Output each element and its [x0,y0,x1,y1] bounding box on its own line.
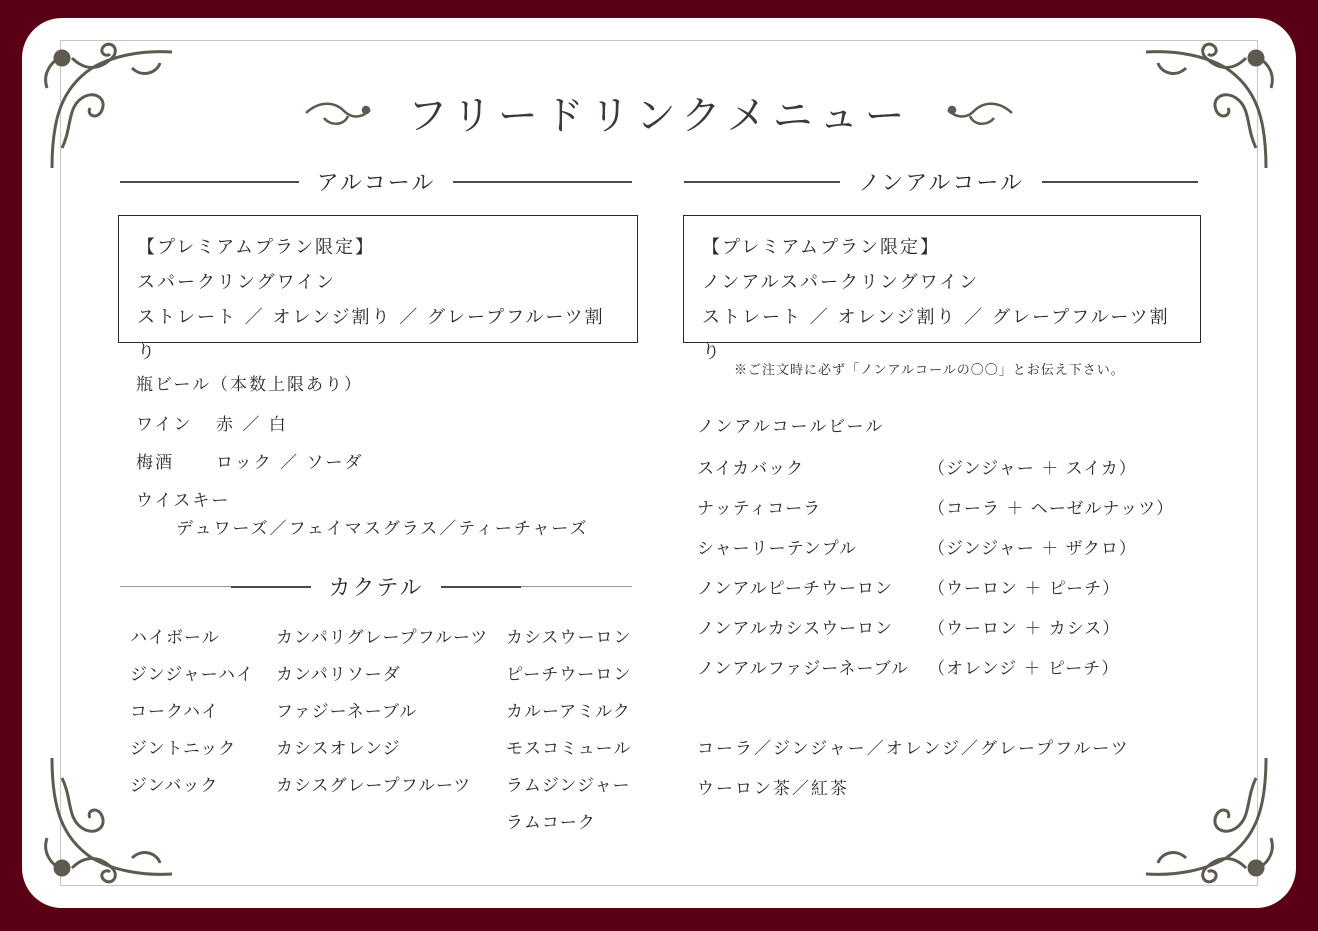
alcohol-heading [120,166,632,197]
corner-ornament-icon [1136,748,1286,898]
premium-label: 【プレミアムプラン限定】 [137,237,376,258]
cocktail-col-1 [130,623,254,808]
list-item: カシスウーロン [506,628,632,648]
list-item: カンパリグレープフルーツ [276,628,489,648]
list-item: カンパリソーダ [276,665,401,685]
list-item: ジンジャーハイ [130,665,254,685]
whisky-label: ウイスキー [136,491,231,511]
flourish-left-icon [304,96,374,130]
cocktail-heading [120,571,632,602]
premium-variants: ストレート ／ オレンジ割り ／ グレープフルーツ割り [702,307,1170,363]
list-item: カルーアミルク [506,702,631,722]
mocktail-names [697,454,909,694]
beer-item: 瓶ビール（本数上限あり） [136,375,363,395]
mocktail-desc: （ウーロン ＋ ピーチ） [928,579,1121,599]
mocktail-desc: （ウーロン ＋ カシス） [928,619,1121,639]
alcohol-premium-box [118,215,638,363]
mocktail-desc: （コーラ ＋ ヘーゼルナッツ） [928,499,1175,519]
mocktail-desc: （ジンジャー ＋ スイカ） [928,459,1137,479]
list-item: ジントニック [130,739,237,759]
list-item: モスコミュール [506,739,632,759]
mocktail-desc: （ジンジャー ＋ ザクロ） [928,539,1137,559]
menu-card [22,18,1296,908]
nonalcohol-heading-text: ノンアルコール [858,171,1024,196]
mocktail-descriptions [928,454,1174,694]
nonalcohol-premium-box [683,215,1201,363]
list-item: ファジーネーブル [276,702,418,722]
premium-item: ノンアルスパークリングワイン [702,272,980,293]
mocktail-desc: （オレンジ ＋ ピーチ） [928,659,1120,679]
wine-value: 赤 ／ 白 [216,415,288,435]
page-title: フリードリンクメニュー [407,93,911,139]
nonalcohol-heading [684,166,1198,197]
mocktail-name: ノンアルピーチウーロン [697,579,893,599]
title-row [22,84,1296,141]
umeshu-label: 梅酒 [136,453,174,473]
nonalcohol-beer: ノンアルコールビール [697,417,885,437]
mocktail-name: ノンアルカシスウーロン [697,619,894,639]
premium-item: スパークリングワイン [137,272,337,293]
list-item: ラムコーク [506,813,596,833]
premium-variants: ストレート ／ オレンジ割り ／ グレープフルーツ割り [137,307,605,363]
cocktail-col-2 [276,623,488,808]
list-item: ピーチウーロン [506,665,632,685]
premium-label: 【プレミアムプラン限定】 [702,237,941,258]
flourish-right-icon [944,96,1014,130]
list-item: ハイボール [130,628,220,648]
order-note: ※ご注文時に必ず「ノンアルコールの〇〇」とお伝え下さい。 [734,363,1125,378]
softdrinks-line-2: ウーロン茶／紅茶 [697,779,849,799]
mocktail-name: シャーリーテンプル [697,539,858,559]
mocktail-name: ノンアルファジーネーブル [697,659,909,679]
list-item: カシスオレンジ [276,739,401,759]
alcohol-heading-text: アルコール [316,171,436,196]
mocktail-name: ナッティコーラ [697,499,822,519]
cocktail-heading-text: カクテル [328,576,424,601]
mocktail-name: スイカバック [697,459,805,479]
list-item: コークハイ [130,702,219,722]
cocktail-col-3 [506,623,632,845]
softdrinks-line-1: コーラ／ジンジャー／オレンジ／グレープフルーツ [697,739,1130,759]
list-item: ラムジンジャー [506,776,631,796]
umeshu-value: ロック ／ ソーダ [216,453,364,473]
list-item: ジンバック [130,776,219,796]
list-item: カシスグレープフルーツ [276,776,472,796]
wine-label: ワイン [136,415,193,435]
whisky-value: デュワーズ／フェイマスグラス／ティーチャーズ [176,519,589,539]
